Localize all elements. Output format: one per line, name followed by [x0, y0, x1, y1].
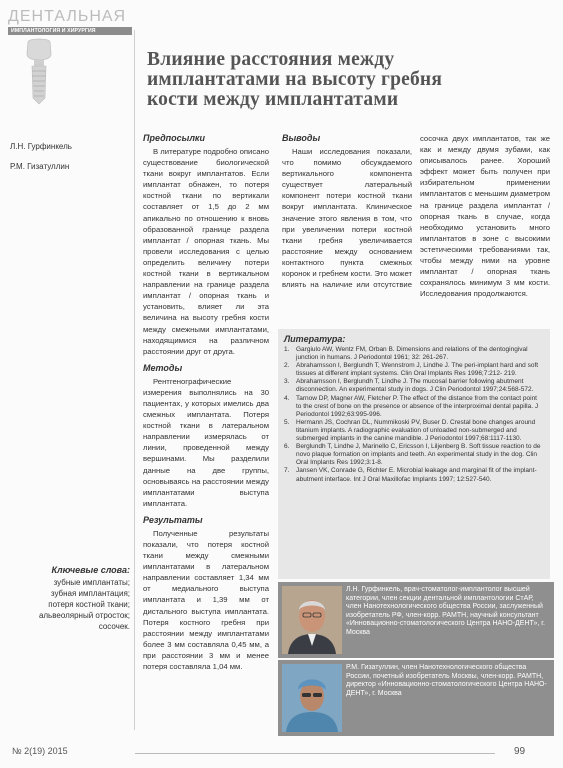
keywords-block — [10, 565, 130, 632]
column-middle — [282, 133, 550, 328]
journal-subtitle: ИМПЛАНТОЛОГИЯ И ХИРУРГИЯ — [8, 27, 132, 35]
section-text-results: Полученные результаты показали, что потеря костной ткани между смежными имплантатами в латеральном направлении составляет 1,34 мм от медиального выступа имплантата и 1,39 мм от дистального выступа имплантата. Потеря костного гребня при расстоянии между имплантатами более 3 мм составляла 0,45 мм, а при расстоянии 3 мм и менее потеря составляла 1,04 мм. — [143, 528, 269, 672]
author-name: Р.М. Гизатуллин — [10, 162, 70, 171]
references-list — [284, 346, 544, 484]
reference-item: 6. Berglundh T, Lindhe J, Marinello C, Ericsson I, Liljenberg B. Soft tissue reaction to de novo plaque formation on implants and teeth. An experimental study in the dog. Clin Oral Implants Res 1992;3:1-8. — [284, 443, 541, 467]
author-bio-text: Р.М. Гизатуллин, член Нанотехнологического общества России, почетный изобретатель Москвы, член-корр. РАМТН, директор «Инновационно-стоматологического Центра НАНО-ДЕНТ», г. Москва — [346, 664, 547, 697]
section-heading-background: Предпосылки — [143, 133, 205, 143]
author-bio-card — [278, 660, 554, 736]
column-left — [143, 133, 269, 672]
author-name: Л.Н. Гурфинкель — [10, 142, 72, 151]
section-text-background: В литературе подробно описано существование биологической ткани вокруг имплантатов. Если имплантат обнажен, то потеря костной ткани по вертикали составляет от 1,5 до 2 мм апикально по отношению к вновь образованной границе раздела имплантат / опорная ткань. Мы провели исследования с целью определить величину потери костной ткани в вертикальном направлении на границе раздела имплантат / опорная ткань и установить, влияет ли эта величина на высоту гребня кости между смежными имплантатами, находящимися на различном расстоянии друг от друга. — [143, 147, 269, 356]
keyword-item: альвеолярный отросток; — [38, 611, 130, 620]
keywords-heading: Ключевые слова: — [51, 565, 130, 575]
article-title-line: кости между имплантатами — [147, 89, 399, 110]
author-photo — [282, 586, 342, 654]
reference-item: 2. Abrahamsson I, Berglundh T, Wennstrom J, Lindhe J. The peri-implant hard and soft tissues at different implant systems. Clin Oral Implants Res 1996;7:212- 219. — [284, 362, 539, 378]
page-number: 99 — [514, 746, 526, 757]
issue-number: № 2(19) 2015 — [12, 746, 68, 756]
article-title-line: Влияние расстояния между — [147, 49, 395, 70]
references-heading: Литература: — [284, 334, 346, 344]
journal-title: ДЕНТАЛЬНАЯ — [8, 8, 127, 25]
margin-rule — [134, 30, 135, 730]
reference-item: 3. Abrahamsson I, Berglundh T, Lindhe J. The mucosal barrier following abutment disconnection. An experimental study in dogs. J Clin Periodontol 1997;24:568-572. — [284, 378, 534, 394]
reference-item: 4. Tarnow DP, Magner AW, Fletcher P. The effect of the distance from the contact point to the crest of bone on the presence or absence of the interproximal dental papilla. J Periodontol 1992;63:995-996. — [284, 394, 539, 418]
article-title-line: имплантатами на высоту гребня — [147, 69, 443, 90]
article-title — [147, 50, 477, 110]
reference-item: 7. Jansen VK, Conrade G, Richter E. Microbial leakage and marginal fit of the implant-abutment interface. Int J Oral Maxillofac Implants 1997; 12:527-540. — [284, 467, 537, 483]
section-text-methods: Рентгенографические измерения выполнялись на 30 пациентах, у которых имелись два смежных имплантата. Потеря костной ткани в латеральном направлении измерялась от линии, проведенной между вершинами. Мы разделили данные на две группы, основываясь на расстоянии между имплантатами выступа имплантата. — [143, 376, 269, 508]
author-photo — [282, 664, 342, 732]
keyword-item: потеря костной ткани; — [48, 600, 130, 609]
implant-logo-icon — [22, 38, 56, 106]
keyword-item: сосочек. — [98, 622, 130, 631]
reference-item: 5. Hermann JS, Cochran DL, Nummikoski PV, Buser D. Crestal bone changes around titanium implants. A radiographic evaluation of unloaded non-submerged and submerged implants in the canine mandible. J Periodontol 1997;68:1117-1130. — [284, 418, 536, 443]
section-heading-methods: Методы — [143, 362, 183, 373]
section-heading-results: Результаты — [143, 514, 203, 525]
author-bio-card — [278, 582, 554, 658]
keyword-item: зубные имплантаты; — [53, 578, 130, 587]
references-box — [278, 329, 550, 579]
section-heading-conclusions: Выводы — [282, 133, 321, 143]
reference-item: 1. Gargiulo AW, Wentz FM, Orban B. Dimensions and relations of the dentogingival junction in humans. J Periodontol 1961; 32: 261-267. — [284, 346, 528, 362]
author-bio-text: Л.Н. Гурфинкель, врач-стоматолог-имплантолог высшей категории, член секции дентальной имплантологии СтАР, член Нанотехнологического общества России, заслуженный изобретатель РФ, член-корр. РАМТН, научный консультант «Инновационно-стоматологического Центра НАНО-ДЕНТ», г. Москва — [346, 586, 545, 636]
keyword-item: зубная имплантация; — [50, 589, 130, 598]
footer-rule — [135, 753, 495, 754]
section-text-conclusions: Наши исследования показали, что помимо обсуждаемого вертикального компонента существует латеральный компонент потери костной ткани вокруг имплантата. Клиническое значение этого явления в том, что при увеличении потери костной ткани гребня увеличивается расстояние между основанием контактного пункта смежных коронок и гребнем кости. Это может влиять на наличие или отсутствие сосочка двух имплантатов, так же как и между двумя зубами, как описывалось ранее. Хороший эффект может быть получен при избирательном применении имплантатов с меньшим диаметром на границе раздела имплантат / опорная ткань в случае, когда необходимо установить много имплантатов в зоне с высокими эстетическими требованиями так, чтобы между ними на уровне имплантат / опорная ткань сохранялось минимум 3 мм кости. Исследования продолжаются. — [282, 134, 550, 299]
journal-header — [8, 8, 132, 35]
